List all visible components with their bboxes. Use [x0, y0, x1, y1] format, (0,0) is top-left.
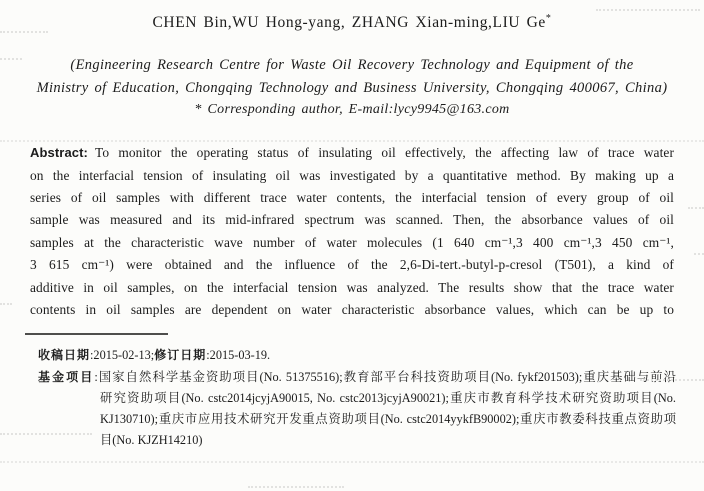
abstract-line: contents in oil samples are dependent on water characteristic absorbance values, which can be up to: [30, 302, 674, 317]
abstract-line: additive in oil samples, on the interfacial tension was analyzed. The results show that the trace water: [30, 279, 674, 295]
affiliation-line-2: Ministry of Education, Chongqing Technology and Business University, Chongqing 400067, China): [36, 80, 668, 97]
affiliation-block: [26, 54, 678, 100]
fund-text: :国家自然科学基金资助项目(No. 51375516);教育部平台科技资助项目(No. fykf201503);重庆基础与前沿: [94, 369, 676, 384]
fund-line: 目(No. KJZH14210): [100, 433, 203, 448]
scan-artifact: [0, 461, 704, 463]
corresponding-author-line: * Corresponding author, E-mail:lycy9945@163.com: [194, 102, 510, 118]
scan-artifact: [694, 253, 704, 255]
abstract-line: on the interfacial tension of insulating oil was investigated by a quantitative method. By making up a: [30, 167, 674, 183]
received-date-value: :2015-02-13;: [90, 348, 155, 363]
received-date-label: 收稿日期: [38, 348, 91, 363]
abstract-text: To monitor the operating status of insulating oil effectively, the affecting law of trace water: [94, 145, 674, 161]
fund-line: KJ130710);重庆市应用技术研究开发重点资助项目(No. cstc2014yykfB90002);重庆市教委科技重点资助项: [100, 412, 676, 427]
received-revised-line: [38, 345, 676, 366]
footnote-separator: [25, 333, 168, 335]
author-line: [30, 0, 674, 32]
corresponding-author-mark: *: [545, 13, 552, 24]
revised-date-value: :2015-03-19.: [206, 348, 271, 363]
footnotes-block: [38, 345, 676, 451]
abstract-line: samples at the characteristic wave number of water molecules (1 640 cm⁻¹,3 400 cm⁻¹,3 450 cm⁻¹,: [30, 234, 674, 250]
fund-label: 基金项目: [38, 369, 95, 384]
authors-text: CHEN Bin,WU Hong-yang, ZHANG Xian-ming,LIU Ge: [152, 14, 546, 32]
abstract-line: sample was measured and its mid-infrared spectrum was scanned. Then, the absorbance values of oil: [30, 212, 674, 228]
fund-line: [38, 367, 676, 388]
affiliation-line-1: (Engineering Research Centre for Waste Oil Recovery Technology and Equipment of the: [70, 57, 634, 74]
scan-artifact: [248, 486, 344, 488]
revised-date-label: 修订日期: [154, 348, 207, 363]
scan-artifact: [0, 303, 12, 305]
abstract-label: Abstract:: [30, 145, 88, 161]
scan-artifact: [688, 207, 704, 209]
fund-line: 研究资助项目(No. cstc2014jcyjA90015, No. cstc2013jcyjA90021);重庆市教育科学技术研究资助项目(No.: [100, 390, 676, 405]
scan-artifact: [0, 58, 22, 60]
abstract-line: 3 615 cm⁻¹) were obtained and the influence of the 2,6-Di-tert.-butyl-p-cresol (T501), a kind of: [30, 257, 674, 273]
abstract-paragraph: [30, 142, 674, 321]
abstract-line: [30, 142, 674, 164]
abstract-line: series of oil samples with different trace water contents, the interfacial tension of every group of oil: [30, 189, 674, 205]
